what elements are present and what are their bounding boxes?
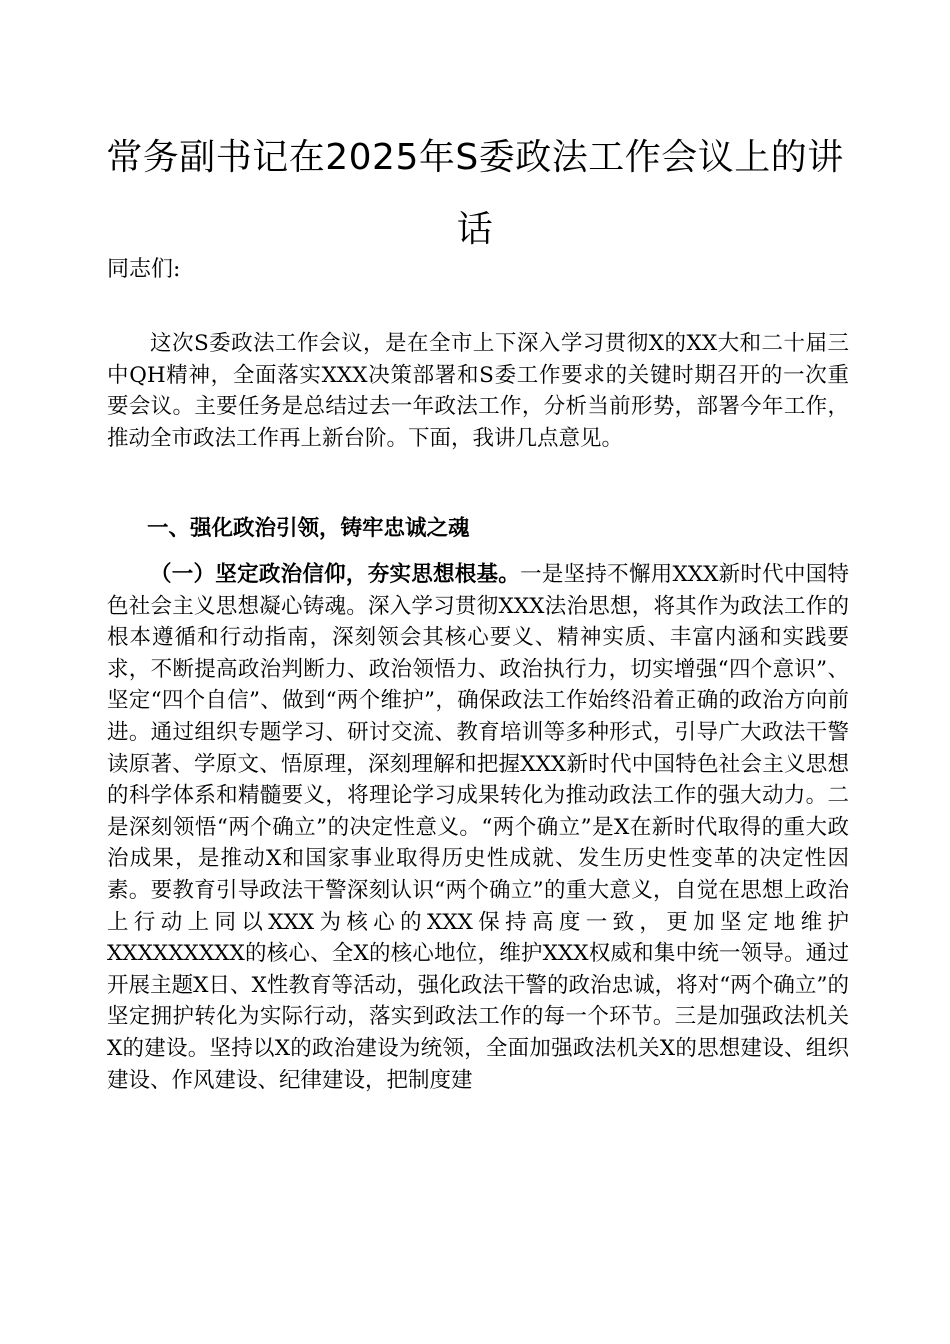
- subsection-lead: （一）坚定政治信仰，夯实思想根基。: [150, 562, 521, 587]
- document-title: 常务副书记在2025年S委政法工作会议上的讲话: [106, 137, 844, 250]
- subsection-text: 一是坚持不懈用XXX新时代中国特色社会主义思想凝心铸魂。深入学习贯彻XXX法治思想，将其作为政法工作的根本遵循和行动指南，深刻领会其核心要义、精神实质、丰富内涵和实践要求，不断提高政治判断力、政治领悟力、政治执行力，切实增强“四个意识”、坚定“四个自信”、做到“两个维护”，确保政法工作始终沿着正确的政治方向前进。通过组织专题学习、研讨交流、教育培训等多种形式，引导广大政法干警读原著、学原文、悟原理，深刻理解和把握XXX新时代中国特色社会主义思想的科学体系和精髓要义，将理论学习成果转化为推动政法工作的强大动力。二是深刻领悟“两个确立”的决定性意义。“两个确立”是X在新时代取得的重大政治成果，是推动X和国家事业取得历史性成就、发生历史性变革的决定性因素。要教育引导政法干警深刻认识“两个确立”的重大意义，自觉在思想上政治上行动上同以XXX为核心的XXX保持高度一致，更加坚定地维护XXXXXXXXX的核心、全X的核心地位，维护XXX权威和集中统一领导。通过开展主题X日、X性教育等活动，强化政法干警的政治忠诚，将对“两个确立”的坚定拥护转化为实际行动，落实到政法工作的每一个环节。三是加强政法机关X的建设。坚持以X的政治建设为统领，全面加强政法机关X的思想建设、组织建设、作风建设、纪律建设，把制度建: [107, 562, 849, 1093]
- intro-paragraph: 这次S委政法工作会议，是在全市上下深入学习贯彻X的XX大和二十届三中QH精神，全面落实XXX决策部署和S委工作要求的关键时期召开的一次重要会议。主要任务是总结过去一年政法工作，分析当前形势，部署今年工作，推动全市政法工作再上新台阶。下面，我讲几点意见。: [107, 331, 849, 451]
- section-heading-1: 一、强化政治引领，铸牢忠诚之魂: [147, 516, 470, 541]
- salutation: 同志们:: [107, 257, 181, 282]
- section-1-paragraph-1: [107, 559, 849, 1096]
